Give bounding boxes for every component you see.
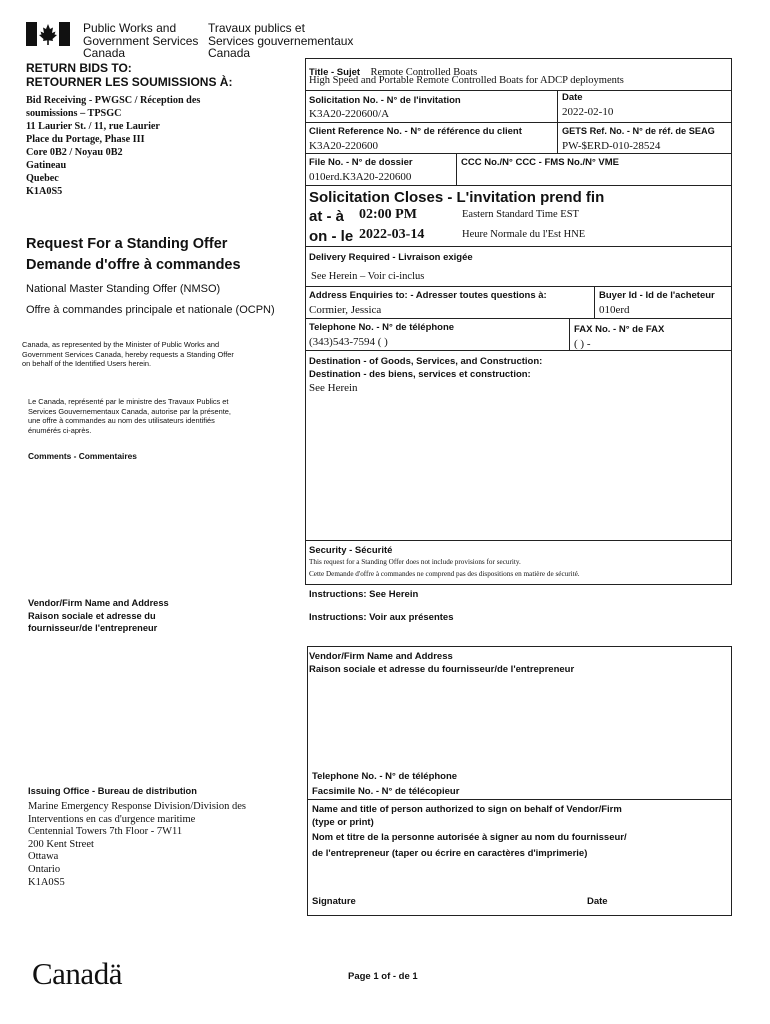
gets-ref-value: PW-$ERD-010-28524: [562, 140, 661, 152]
security-text-fr: Cette Demande d'offre à commandes ne comprend pas des dispositions en matière de sécurité.: [309, 570, 580, 578]
issuing-office-address: [28, 801, 246, 889]
vendor-fax-label: Facsimile No. - N° de télécopieur: [312, 786, 460, 797]
request-paragraph-en: [22, 340, 234, 369]
divider: [305, 246, 732, 247]
buyer-id-label: Buyer Id - Id de l'acheteur: [599, 290, 715, 301]
destination-label-en: Destination - of Goods, Services, and Construction:: [309, 356, 543, 367]
title-value: Remote Controlled Boats: [370, 67, 478, 78]
authorized-label-line: (type or print): [312, 816, 374, 828]
authorized-person-label: [312, 804, 627, 860]
divider: [305, 122, 732, 123]
delivery-required-label: Delivery Required - Livraison exigée: [309, 252, 473, 263]
issuing-office-line: 200 Kent Street: [28, 838, 94, 850]
telephone-label: Telephone No. - N° de téléphone: [309, 322, 455, 333]
paragraph-line: on behalf of the Identified Users herein.: [22, 359, 152, 369]
title-label: Title - Sujet: [309, 67, 361, 78]
vendor-telephone-label: Telephone No. - N° de téléphone: [312, 771, 458, 782]
solicitation-closes-title: Solicitation Closes - L'invitation prend fin: [309, 189, 605, 206]
dept-en-line: Public Works and: [83, 21, 177, 35]
dept-en-line: Government Services: [83, 33, 199, 48]
address-line: Quebec: [26, 173, 59, 184]
vendor-label-left: [28, 597, 169, 635]
issuing-office-line: Centennial Towers 7th Floor - 7W11: [28, 826, 183, 838]
divider: [305, 185, 732, 186]
canada-flag-icon: [26, 22, 70, 46]
divider: [594, 286, 595, 318]
dept-en-line: Canada: [83, 46, 126, 60]
address-line: Gatineau: [26, 160, 67, 171]
divider: [307, 799, 732, 800]
buyer-id-value: 010erd: [599, 304, 630, 316]
address-line: soumissions – TPSGC: [26, 108, 122, 119]
telephone-value: (343)543-7594 ( ): [309, 336, 388, 348]
paragraph-line: Government Services Canada, hereby requests a Standing Offer: [22, 349, 234, 359]
department-name-fr: [208, 22, 353, 60]
department-name-en: [83, 22, 198, 60]
signature-date-label: Date: [587, 896, 608, 907]
date-value: 2022-02-10: [562, 106, 614, 118]
paragraph-line: une offre à commandes au nom des utilisateurs identifiés: [28, 416, 215, 426]
date-label: Date: [562, 92, 583, 103]
offer-type-en: National Master Standing Offer (NMSO): [26, 283, 221, 295]
vendor-label-line: fournisseur/de l'entrepreneur: [28, 623, 158, 633]
address-line: 11 Laurier St. / 11, rue Laurier: [26, 121, 160, 132]
client-reference-label: Client Reference No. - N° de référence du client: [309, 126, 522, 137]
ccc-no-label: CCC No./N° CCC - FMS No./N° VME: [461, 157, 620, 168]
page-number: Page 1 of - de 1: [348, 971, 418, 982]
address-enquiries-label: Address Enquiries to: - Adresser toutes questions à:: [309, 290, 547, 301]
issuing-office-label: Issuing Office - Bureau de distribution: [28, 786, 197, 796]
title-value-2: High Speed and Portable Remote Controlled Boats for ADCP deployments: [309, 75, 624, 86]
comments-label: Comments - Commentaires: [28, 451, 137, 461]
divider: [569, 318, 570, 350]
vendor-label-line: Vendor/Firm Name and Address: [28, 598, 169, 608]
issuing-office-line: Ottawa: [28, 851, 59, 863]
paragraph-line: Services Gouvernementaux Canada, autorise par la présente,: [28, 406, 231, 416]
closing-at-label: at - à: [309, 208, 345, 225]
destination-value: See Herein: [309, 382, 358, 394]
fax-value: ( ) -: [574, 338, 591, 350]
address-line: Bid Receiving - PWGSC / Réception des: [26, 95, 201, 106]
divider: [456, 153, 457, 185]
closing-date-value: 2022-03-14: [359, 227, 425, 242]
address-line: Place du Portage, Phase III: [26, 134, 145, 145]
vendor-label-fr: Raison sociale et adresse du fournisseur/de l'entrepreneur: [309, 664, 575, 675]
request-paragraph-fr: [28, 397, 231, 435]
fax-label: FAX No. - N° de FAX: [574, 324, 665, 335]
paragraph-line: Canada, as represented by the Minister of Public Works and: [22, 340, 220, 349]
divider: [557, 90, 558, 122]
canada-wordmark: Canadä: [32, 956, 122, 991]
dept-fr-line: Services gouvernementaux: [208, 33, 354, 48]
divider: [305, 350, 732, 351]
divider: [305, 540, 732, 541]
issuing-office-line: Marine Emergency Response Division/Division des: [28, 801, 246, 812]
divider: [557, 122, 558, 153]
divider: [305, 153, 732, 154]
issuing-office-line: K1A0S5: [28, 876, 65, 888]
request-heading-fr: Demande d'offre à commandes: [26, 257, 241, 273]
vendor-label-en: Vendor/Firm Name and Address: [309, 651, 453, 662]
address-line: K1A0S5: [26, 186, 63, 197]
vendor-label-line: Raison sociale et adresse du: [28, 610, 156, 621]
return-bids-address: [26, 94, 200, 198]
instructions-fr: Instructions: Voir aux présentes: [309, 612, 454, 623]
request-heading-en: Request For a Standing Offer: [26, 236, 228, 252]
paragraph-line: Le Canada, représenté par le ministre des Travaux Publics et: [28, 397, 229, 406]
authorized-label-line: de l'entrepreneur (taper ou écrire en caractères d'imprimerie): [312, 847, 588, 859]
security-label: Security - Sécurité: [309, 545, 393, 556]
issuing-office-line: Ontario: [28, 863, 61, 875]
divider: [305, 90, 732, 91]
address-line: Core 0B2 / Noyau 0B2: [26, 147, 123, 158]
divider: [305, 286, 732, 287]
paragraph-line: énumérés ci-après.: [28, 425, 92, 435]
return-bids-title-en: RETURN BIDS TO:: [26, 61, 132, 75]
closing-timezone-en: Eastern Standard Time EST: [462, 209, 579, 220]
closing-timezone-fr: Heure Normale du l'Est HNE: [462, 229, 586, 240]
signature-label: Signature: [312, 896, 356, 907]
security-text-en: This request for a Standing Offer does not include provisions for security.: [309, 558, 521, 566]
dept-fr-line: Canada: [208, 46, 251, 60]
client-reference-value: K3A20-220600: [309, 140, 379, 152]
instructions-en: Instructions: See Herein: [309, 589, 419, 600]
return-bids-title-fr: RETOURNER LES SOUMISSIONS À:: [26, 75, 233, 89]
authorized-label-line: Nom et titre de la personne autorisée à signer au nom du fournisseur/: [312, 832, 627, 843]
destination-label-fr: Destination - des biens, services et construction:: [309, 369, 531, 380]
issuing-office-line: Interventions en cas d'urgence maritime: [28, 813, 196, 825]
solicitation-no-label: Solicitation No. - N° de l'invitation: [309, 95, 461, 106]
file-no-label: File No. - N° de dossier: [309, 157, 413, 168]
delivery-required-value: See Herein – Voir ci-inclus: [311, 271, 425, 282]
offer-type-fr: Offre à commandes principale et nationale (OCPN): [26, 304, 275, 316]
divider: [305, 318, 732, 319]
file-no-value: 010erd.K3A20-220600: [309, 171, 412, 183]
closing-time-value: 02:00 PM: [359, 207, 417, 222]
solicitation-no-value: K3A20-220600/A: [309, 108, 390, 120]
address-enquiries-value: Cormier, Jessica: [309, 304, 382, 316]
dept-fr-line: Travaux publics et: [208, 21, 305, 35]
gets-ref-label: GETS Ref. No. - N° de réf. de SEAG: [562, 126, 715, 136]
closing-on-label: on - le: [309, 228, 354, 245]
authorized-label-line: Name and title of person authorized to sign on behalf of Vendor/Firm: [312, 804, 622, 815]
